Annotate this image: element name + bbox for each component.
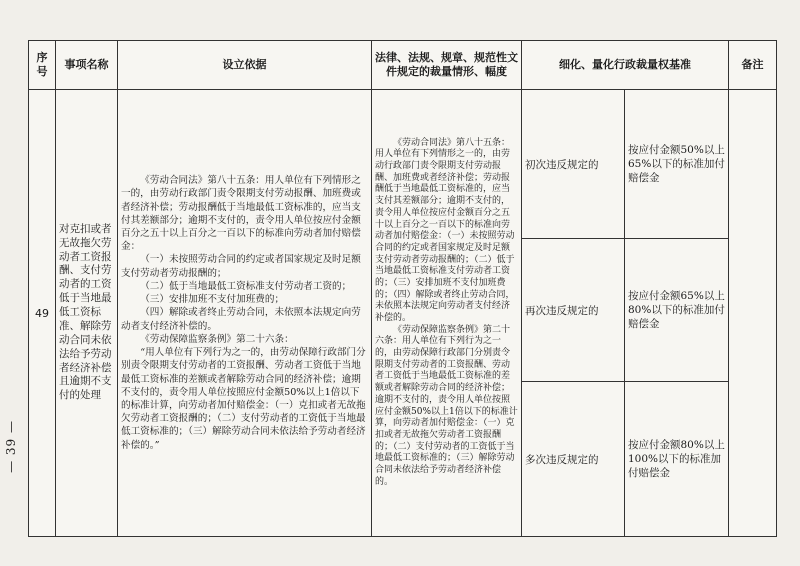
law-paragraph: 《劳动保障监察条例》第二十六条：用人单位有下列行为之一的，由劳动保障行政部门分别责令限期支付劳动者的工资报酬、劳动者工资低于当地最低工资标准的差额或者解除劳动合同的经济补偿；逾期不支付的，责令用人单位按照应付金额50%以上1倍以下的标准计算，向劳动者加付赔偿金：（一）克扣或者无故拖欠劳动者工资报酬的；（二）支付劳动者的工资低于当地最低工资标准的；（三）解除劳动合同未依法给予劳动者经济补偿的。 (375, 324, 518, 487)
level-third: 多次违反规定的 (522, 382, 625, 537)
header-law: 法律、法规、规章、规范性文件规定的裁量情形、幅度 (372, 41, 522, 90)
header-level: 细化、量化行政裁量权基准 (522, 41, 729, 90)
table-row (29, 90, 777, 239)
page-number: — 39 — (4, 420, 18, 473)
header-item: 事项名称 (56, 41, 118, 90)
header-seq: 序号 (29, 41, 56, 90)
header-remark: 备注 (729, 41, 777, 90)
row-item-name: 对克扣或者无故拖欠劳动者工资报酬、支付劳动者的工资低于当地最低工资标准、解除劳动合同未依法给予劳动者经济补偿且逾期不支付的处理 (56, 90, 118, 537)
basis-paragraph: （四）解除或者终止劳动合同，未依照本法规定向劳动者支付经济补偿的。 (121, 307, 361, 332)
header-row (29, 41, 777, 90)
regulation-table (28, 40, 777, 537)
row-remark (729, 90, 777, 537)
row-seq: 49 (29, 90, 56, 537)
basis-paragraph: 《劳动合同法》第八十五条：用人单位有下列情形之一的，由劳动行政部门责令限期支付劳动报酬、加班费或者经济补偿；劳动报酬低于当地最低工资标准的，应当支付其差额部分；逾期不支付的，责令用人单位按应付金额百分之五十以上百分之一百以下的标准向劳动者加付赔偿金： (121, 175, 361, 253)
basis-paragraph: （二）低于当地最低工资标准支付劳动者工资的； (140, 280, 352, 292)
header-basis: 设立依据 (118, 41, 372, 90)
level-first: 初次违反规定的 (522, 90, 625, 239)
basis-paragraph: （一）未按照劳动合同的约定或者国家规定及时足额支付劳动者劳动报酬的； (121, 254, 361, 279)
level-second: 再次违反规定的 (522, 239, 625, 382)
standard-third: 按应付金额80%以上100%以下的标准加付赔偿金 (625, 382, 729, 537)
standard-second: 按应付金额65%以上80%以下的标准加付赔偿金 (625, 239, 729, 382)
standard-first: 按应付金额50%以上65%以下的标准加付赔偿金 (625, 90, 729, 239)
row-law (372, 90, 522, 537)
basis-paragraph: “用人单位有下列行为之一的，由劳动保障行政部门分别责令限期支付劳动者的工资报酬、劳动者工资低于当地最低工资标准的差额或者解除劳动合同的经济补偿；逾期不支付的，责令用人单位按照应付金额50%以上1倍以下的标准计算，向劳动者加付赔偿金：（一）克扣或者无故拖欠劳动者工资报酬的；（二）支付劳动者的工资低于当地最低工资标准的；（三）解除劳动合同未依法给予劳动者经济补偿的。” (121, 347, 366, 451)
law-paragraph: 《劳动合同法》第八十五条：用人单位有下列情形之一的，由劳动行政部门责令限期支付劳动报酬、加班费或者经济补偿；劳动报酬低于当地最低工资标准的，应当支付其差额部分；逾期不支付的，责令用人单位按应付金额百分之五十以上百分之一百以下的标准向劳动者加付赔偿金：（一）未按照劳动合同的约定或者国家规定及时足额支付劳动者劳动报酬的；（二）低于当地最低工资标准支付劳动者工资的；（三）安排加班不支付加班费的；（四）解除或者终止劳动合同，未依照本法规定向劳动者支付经济补偿的。 (375, 137, 515, 323)
basis-paragraph: （三）安排加班不支付加班费的； (140, 294, 285, 306)
basis-paragraph: 《劳动保障监察条例》第二十六条： (140, 333, 294, 345)
row-basis (118, 90, 372, 537)
